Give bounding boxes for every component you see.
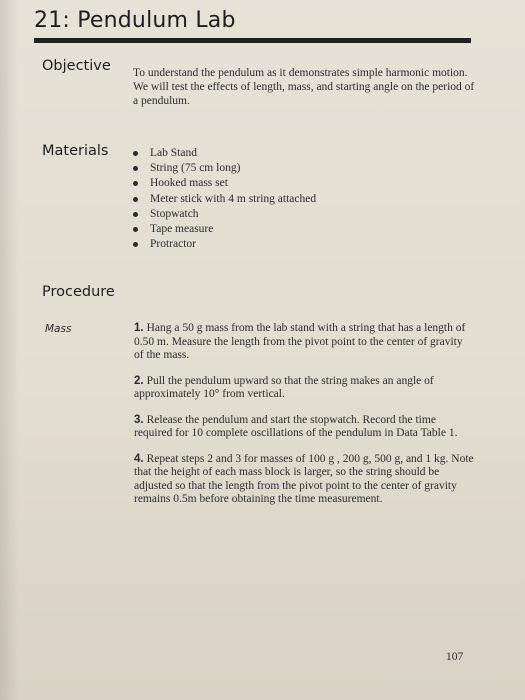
list-item <box>133 207 433 222</box>
materials-list <box>133 146 433 252</box>
procedure-steps <box>134 322 474 519</box>
page-title: 21: Pendulum Lab <box>34 8 236 33</box>
bullet-icon <box>133 242 138 247</box>
material-item: Protractor <box>150 238 196 251</box>
bullet-icon <box>133 181 138 186</box>
procedure-heading: Procedure <box>42 284 115 300</box>
bullet-icon <box>133 197 138 202</box>
objective-text: To understand the pendulum as it demonstrates simple harmonic motion. We will test the effects of length, mass, and starting angle on the period of a pendulum. <box>133 67 475 107</box>
list-item <box>133 176 433 191</box>
procedure-step <box>134 453 474 507</box>
bullet-icon <box>133 166 138 171</box>
step-text: Repeat steps 2 and 3 for masses of 100 g , 200 g, 500 g, and 1 kg. Note that the height of each mass block is larger, so the string should be adjusted so that the length from the pivot point to the center of gravity remains 0.5m before obtaining the time measurement. <box>134 452 474 505</box>
step-number: 3. <box>134 413 144 426</box>
step-text: Hang a 50 g mass from the lab stand with a string that has a length of 0.50 m. Measure the length from the pivot point to the center of gravity of the mass. <box>134 322 466 361</box>
list-item <box>133 146 433 161</box>
bullet-icon <box>133 227 138 232</box>
procedure-step <box>134 375 474 402</box>
title-rule <box>34 38 471 43</box>
list-item <box>133 192 433 207</box>
material-item: Stopwatch <box>150 207 199 220</box>
step-text: Release the pendulum and start the stopwatch. Record the time required for 10 complete oscillations of the pendulum in Data Table 1. <box>134 413 458 439</box>
page-gutter-shadow <box>0 0 18 700</box>
step-number: 2. <box>134 374 144 387</box>
bullet-icon <box>133 212 138 217</box>
procedure-subheading-mass: Mass <box>45 323 72 335</box>
material-item: Hooked mass set <box>150 177 228 190</box>
procedure-step <box>134 322 474 363</box>
procedure-step <box>134 414 474 441</box>
material-item: Lab Stand <box>150 147 197 159</box>
bullet-icon <box>133 151 138 156</box>
list-item <box>133 237 433 252</box>
step-number: 4. <box>134 452 144 465</box>
material-item: Meter stick with 4 m string attached <box>150 192 317 205</box>
step-text: Pull the pendulum upward so that the string makes an angle of approximately 10° from vertical. <box>134 374 434 400</box>
list-item <box>133 222 433 237</box>
step-number: 1. <box>134 322 144 334</box>
material-item: Tape measure <box>150 223 214 236</box>
page-number: 107 <box>446 651 464 663</box>
list-item <box>133 161 433 176</box>
material-item: String (75 cm long) <box>150 162 241 175</box>
objective-heading: Objective <box>42 58 111 74</box>
materials-heading: Materials <box>42 143 109 159</box>
